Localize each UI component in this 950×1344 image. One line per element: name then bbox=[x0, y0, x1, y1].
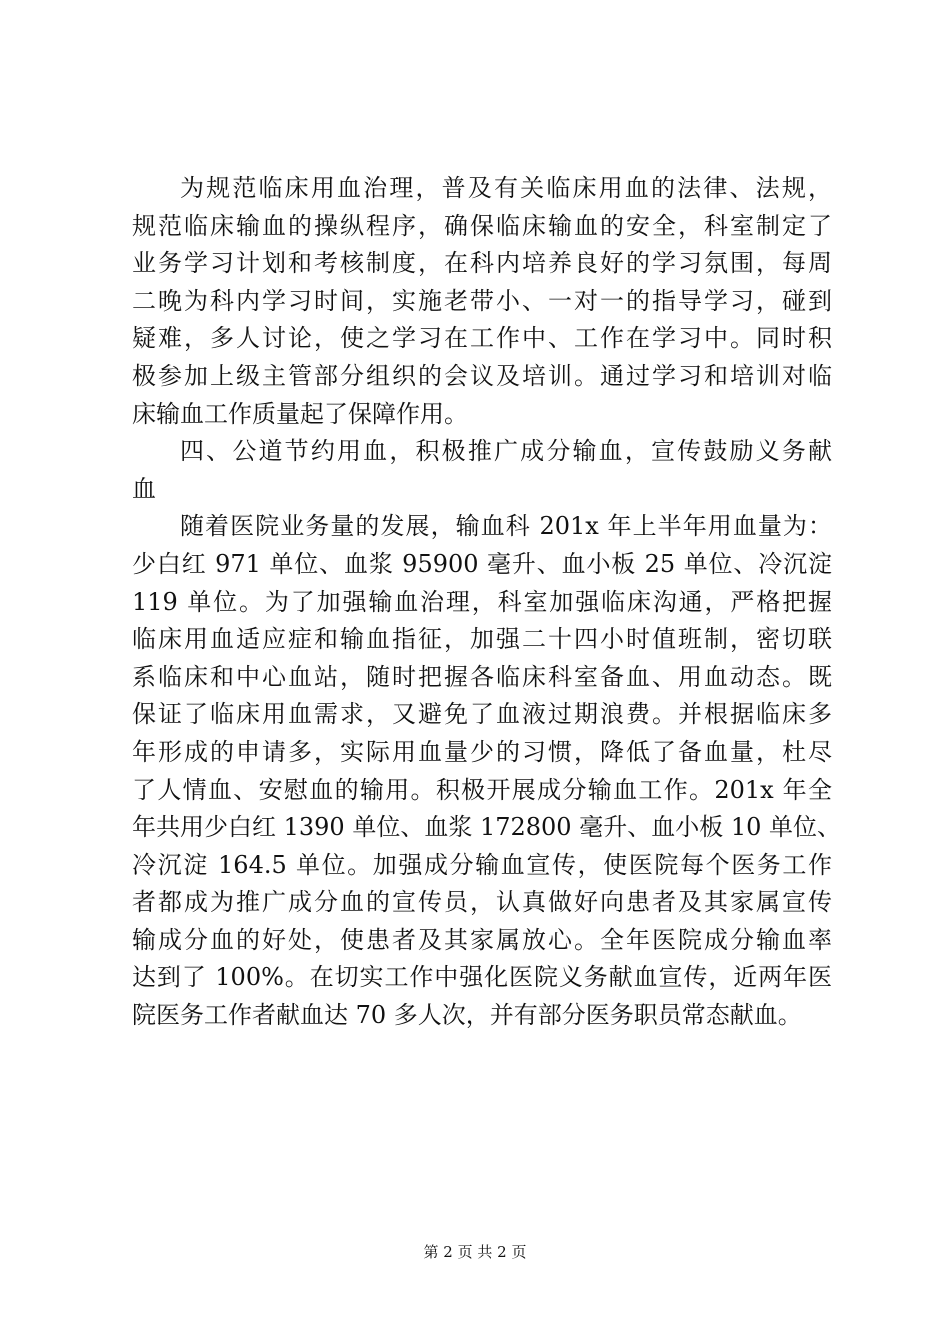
heading-line: 四、公道节约用血，积极推广成分输血，宣传鼓励义务献 bbox=[180, 437, 832, 466]
paragraph-line: 者都成为推广成分血的宣传员，认真做好向患者及其家属宣传 bbox=[132, 888, 832, 917]
paragraph-line: 119 单位。为了加强输血治理，科室加强临床沟通，严格把握 bbox=[132, 587, 832, 616]
paragraph-line: 保证了临床用血需求，又避免了血液过期浪费。并根据临床多 bbox=[132, 700, 832, 729]
heading-line: 血 bbox=[132, 474, 156, 503]
paragraph-line: 系临床和中心血站，随时把握各临床科室备血、用血动态。既 bbox=[132, 662, 832, 691]
paragraph-line: 临床用血适应症和输血指征，加强二十四小时值班制，密切联 bbox=[132, 625, 832, 654]
paragraph-line: 年形成的申请多，实际用血量少的习惯，降低了备血量，杜尽 bbox=[132, 737, 832, 766]
paragraph-line: 了人情血、安慰血的输用。积极开展成分输血工作。201x 年全 bbox=[132, 775, 832, 804]
paragraph-line: 规范临床输血的操纵程序，确保临床输血的安全，科室制定了 bbox=[132, 211, 832, 240]
document-body bbox=[132, 170, 842, 1035]
paragraph-line: 输成分血的好处，使患者及其家属放心。全年医院成分输血率 bbox=[132, 925, 832, 954]
paragraph-blood-usage bbox=[132, 508, 842, 1034]
paragraph-line: 冷沉淀 164.5 单位。加强成分输血宣传，使医院每个医务工作 bbox=[132, 850, 832, 879]
paragraph-line: 少白红 971 单位、血浆 95900 毫升、血小板 25 单位、冷沉淀 bbox=[132, 549, 832, 578]
paragraph-line: 院医务工作者献血达 70 多人次，并有部分医务职员常态献血。 bbox=[132, 1001, 802, 1030]
paragraph-line: 为规范临床用血治理，普及有关临床用血的法律、法规， bbox=[180, 174, 832, 202]
paragraph-study-plan bbox=[132, 170, 832, 433]
paragraph-line: 极参加上级主管部分组织的会议及培训。通过学习和培训对临 bbox=[132, 361, 832, 390]
page-number-footer: 第 2 页 共 2 页 bbox=[423, 1243, 527, 1261]
paragraph-line: 床输血工作质量起了保障作用。 bbox=[132, 399, 468, 428]
paragraph-line: 达到了 100%。在切实工作中强化医院义务献血宣传，近两年医 bbox=[132, 963, 832, 992]
paragraph-line: 年共用少白红 1390 单位、血浆 172800 毫升、血小板 10 单位、 bbox=[132, 813, 842, 842]
paragraph-line: 业务学习计划和考核制度，在科内培养良好的学习氛围，每周 bbox=[132, 249, 832, 278]
section-heading-four bbox=[132, 433, 832, 508]
paragraph-line: 随着医院业务量的发展，输血科 201x 年上半年用血量为： bbox=[180, 512, 832, 541]
paragraph-line: 疑难，多人讨论，使之学习在工作中、工作在学习中。同时积 bbox=[132, 324, 832, 353]
paragraph-line: 二晚为科内学习时间，实施老带小、一对一的指导学习，碰到 bbox=[132, 286, 832, 315]
